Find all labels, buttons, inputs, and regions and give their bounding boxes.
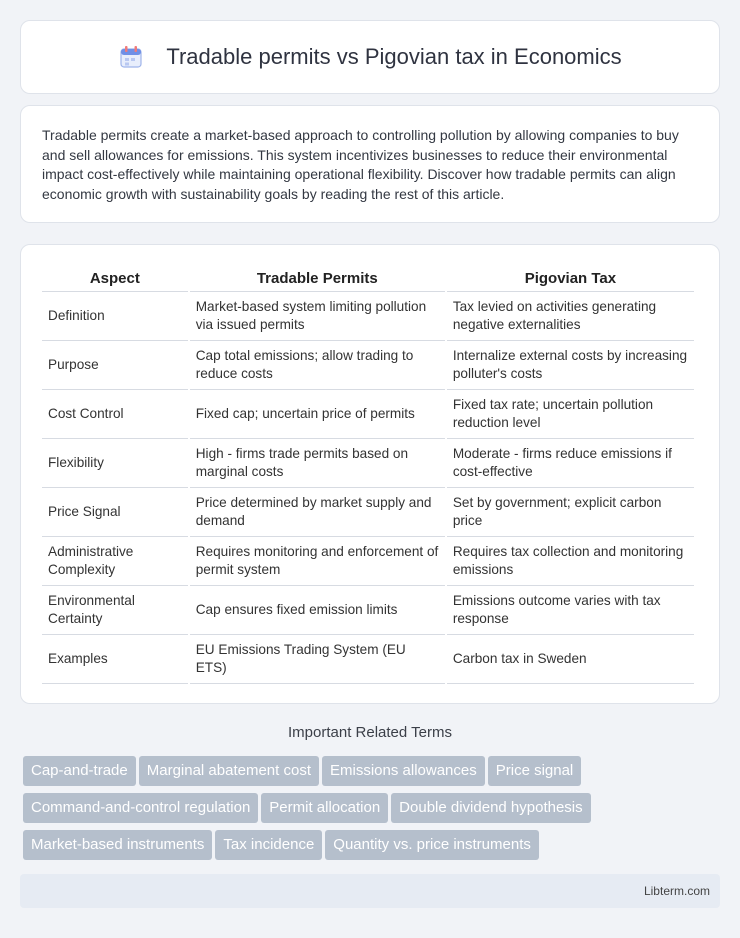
cell-aspect: Price Signal [42,488,188,537]
table-row [42,439,694,488]
title-card [20,20,720,94]
cell-tradable-permits: High - firms trade permits based on marginal costs [190,439,445,488]
footer-brand-link[interactable]: Libterm.com [643,884,710,898]
cell-tradable-permits: Cap total emissions; allow trading to reduce costs [190,341,445,390]
table-row [42,341,694,390]
term-tag[interactable]: Emissions allowances [322,756,485,786]
term-tag[interactable]: Double dividend hypothesis [391,793,590,823]
cell-aspect: Definition [42,292,188,341]
cell-pigovian-tax: Internalize external costs by increasing polluter's costs [447,341,694,390]
cell-pigovian-tax: Emissions outcome varies with tax response [447,586,694,635]
page-title: Tradable permits vs Pigovian tax in Economics [166,44,622,69]
table-row [42,537,694,586]
cell-pigovian-tax: Moderate - firms reduce emissions if cost-effective [447,439,694,488]
cell-tradable-permits: Cap ensures fixed emission limits [190,586,445,635]
term-tag[interactable]: Price signal [488,756,582,786]
related-terms-list [23,756,703,867]
cell-tradable-permits: Price determined by market supply and demand [190,488,445,537]
cell-tradable-permits: Requires monitoring and enforcement of permit system [190,537,445,586]
cell-pigovian-tax: Carbon tax in Sweden [447,635,694,684]
cell-tradable-permits: Fixed cap; uncertain price of permits [190,390,445,439]
term-tag[interactable]: Marginal abatement cost [139,756,319,786]
table-header-row [42,265,694,292]
cell-aspect: Environmental Certainty [42,586,188,635]
comparison-table [40,265,696,684]
term-tag[interactable]: Quantity vs. price instruments [325,830,539,860]
cell-tradable-permits: EU Emissions Trading System (EU ETS) [190,635,445,684]
cell-aspect: Purpose [42,341,188,390]
cell-tradable-permits: Market-based system limiting pollution via issued permits [190,292,445,341]
table-row [42,586,694,635]
cell-aspect: Flexibility [42,439,188,488]
term-tag[interactable]: Cap-and-trade [23,756,136,786]
header-pigovian-tax: Pigovian Tax [447,265,694,292]
footer [20,874,720,908]
cell-pigovian-tax: Requires tax collection and monitoring emissions [447,537,694,586]
table-row [42,390,694,439]
cell-aspect: Examples [42,635,188,684]
cell-aspect: Administrative Complexity [42,537,188,586]
cell-pigovian-tax: Fixed tax rate; uncertain pollution reduction level [447,390,694,439]
related-terms-title: Important Related Terms [288,724,452,741]
table-row [42,292,694,341]
intro-paragraph: Tradable permits create a market-based approach to controlling pollution by allowing companies to buy and sell allowances for emissions. This system incentivizes businesses to reduce their environmental impact cost-effectively while maintaining operational flexibility. Discover how tradable permits can align economic growth with sustainability goals by reading the rest of this article. [42,127,679,202]
term-tag[interactable]: Permit allocation [261,793,388,823]
comparison-card [20,244,720,704]
header-aspect: Aspect [42,265,188,292]
term-tag[interactable]: Command-and-control regulation [23,793,258,823]
intro-card [20,105,720,223]
cell-pigovian-tax: Set by government; explicit carbon price [447,488,694,537]
header-tradable-permits: Tradable Permits [190,265,445,292]
calendar-icon [118,44,144,70]
table-row [42,635,694,684]
table-row [42,488,694,537]
term-tag[interactable]: Tax incidence [215,830,322,860]
cell-aspect: Cost Control [42,390,188,439]
cell-pigovian-tax: Tax levied on activities generating negative externalities [447,292,694,341]
term-tag[interactable]: Market-based instruments [23,830,212,860]
